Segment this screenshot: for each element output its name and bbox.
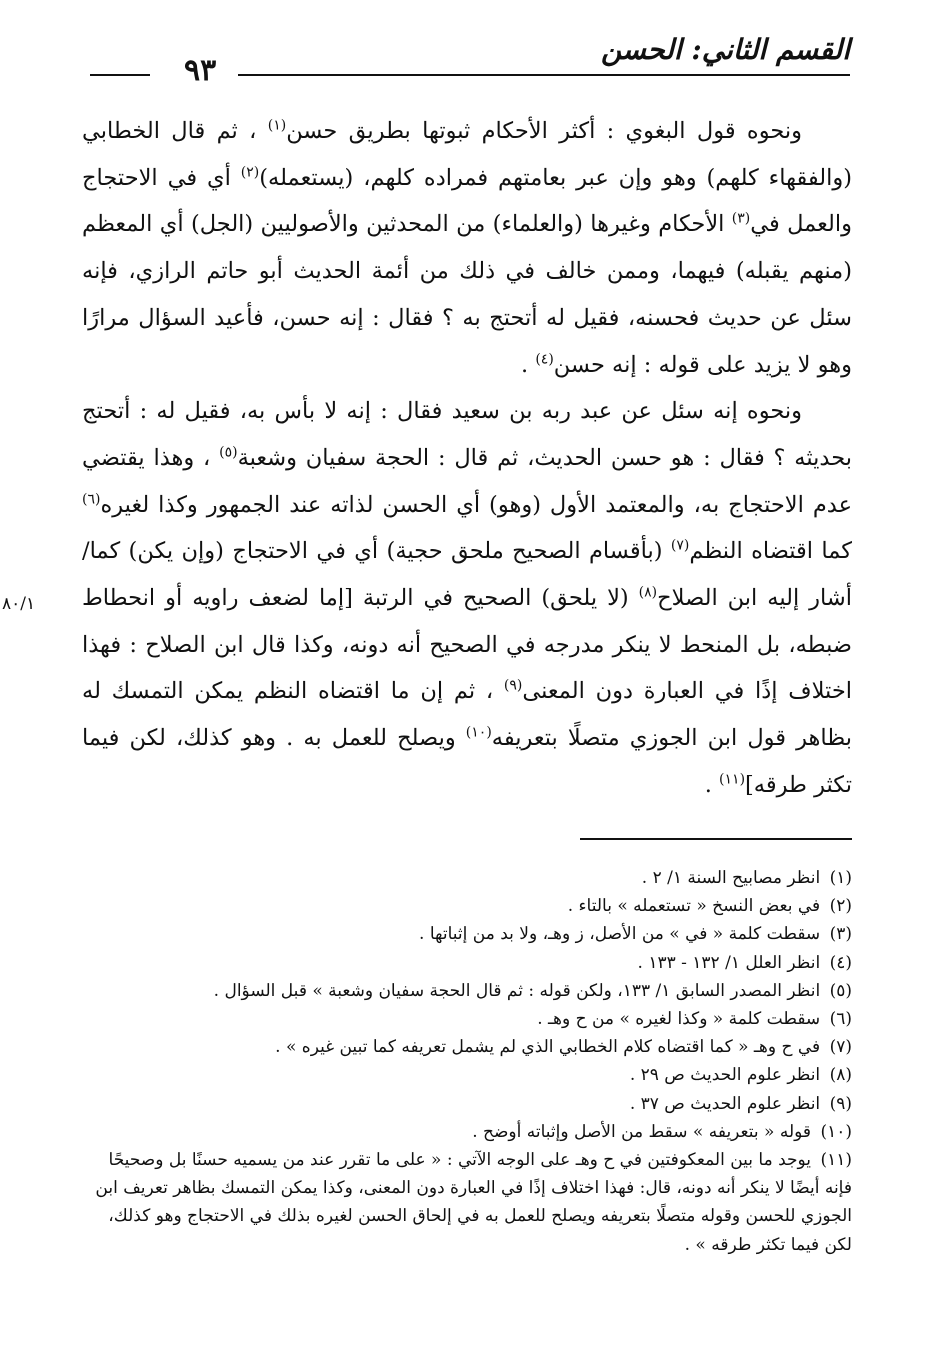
footnote-reference: (٩) [503, 677, 523, 694]
footnote-text: يوجد ما بين المعكوفتين في ح وهـ على الوجه الآتي : « على ما تقرر عند من يسميه حسنًا بل وصحيحًا فإنه أيضًا لا ينكر أنه دونه، قال: فهذا اختلاف إذًا في العبارة دون المعنى، وكذا يمكن التمسك بظاهر تعريف ابن الجوزي للحسن وقوله متصلًا بتعريفه ويصلح للعمل به في إلحاق الحسن لغيره بذلك في الاحتجاج وهو كذلك، لكن فيما تكثر طرقه » . [95, 1150, 852, 1255]
page-header [90, 30, 850, 88]
footnote-marker: (١٠) [820, 1121, 852, 1142]
text-segment: ويصلح للعمل به . وهو كذلك، لكن فيما تكثر طرقه] [82, 725, 852, 798]
footnotes-list [82, 864, 852, 1259]
text-segment: كما اقتضاه النظم [689, 538, 852, 565]
footnote-marker: (٦) [829, 1009, 852, 1030]
footnote [82, 1090, 852, 1118]
footnote-reference: (٢) [240, 164, 260, 181]
text-segment: . [704, 771, 720, 798]
footnote [82, 920, 852, 948]
footnote-marker: (٧) [829, 1037, 852, 1058]
page-number: ٩٣ [184, 53, 217, 88]
footnote-reference: (١١) [719, 771, 746, 788]
paragraph [82, 388, 852, 808]
footnote [82, 864, 852, 892]
footnote-text: قوله « بتعريفه » سقط من الأصل وإثباته أوضح . [472, 1121, 812, 1142]
footnote-text: انظر علوم الحديث ص ٢٩ . [629, 1065, 821, 1086]
footnote-reference: (١٠) [465, 724, 492, 741]
footnote-text: انظر العلل ١/ ١٣٢ - ١٣٣ . [637, 952, 821, 973]
footnote-text: في بعض النسخ « تستعمله » بالتاء . [567, 896, 821, 917]
footnote [82, 1118, 852, 1146]
footnote [82, 1061, 852, 1089]
text-segment: أي في الاحتجاج والعمل في [82, 164, 852, 238]
footnote-text: انظر المصدر السابق ١/ ١٣٣، ولكن قوله : ثم قال الحجة سفيان وشعبة » قبل السؤال . [213, 980, 821, 1001]
text-segment: (بأقسام الصحيح ملحق حجية) أي في الاحتجاج (وإن يكن) كما/ أشار إليه ابن الصلاح [82, 538, 853, 612]
footnote-marker: (١) [829, 868, 852, 888]
footnote-separator [580, 838, 852, 840]
footnote-text: انظر علوم الحديث ص ٣٧ . [629, 1093, 821, 1114]
footnote-marker: (٢) [829, 896, 852, 917]
footnote-text: في ح وهـ « كما اقتضاه كلام الخطابي الذي لم يشمل تعريفه كما تبين غيره » . [275, 1037, 821, 1058]
footnote [82, 1005, 852, 1033]
footnote-reference: (٥) [219, 444, 238, 461]
footnote [82, 892, 852, 920]
footnote-reference: (٧) [670, 537, 690, 554]
text-segment: . [521, 351, 536, 378]
text-segment: ونحوه قول البغوي : أكثر الأحكام ثبوتها بطريق حسن [286, 118, 802, 144]
footnote [82, 1033, 852, 1061]
footnote-reference: (٦) [82, 491, 101, 508]
footnote-marker: (٨) [829, 1065, 852, 1086]
footnote-marker: (٣) [829, 924, 852, 945]
footnote-marker: (٩) [829, 1093, 852, 1114]
footnote-reference: (٤) [535, 351, 554, 368]
footnote-marker: (٤) [829, 952, 852, 973]
text-segment: ، ثم قال الخطابي (والفقهاء كلهم) وهو وإن عبر بعامتهم فمراده كلهم، (يستعمله) [82, 118, 852, 191]
paragraph [82, 108, 852, 388]
footnote [82, 977, 852, 1005]
text-segment: ، وهذا يقتضي عدم الاحتجاج به، والمعتمد الأول (وهو) أي الحسن لذاته عند الجمهور وكذا لغيره [82, 444, 852, 518]
footnote-marker: (٥) [829, 980, 852, 1001]
header-rule-short [90, 74, 150, 76]
main-text [82, 108, 852, 809]
footnote-reference: (٣) [731, 210, 751, 227]
text-segment: ، ثم إن ما اقتضاه النظم يمكن التمسك له بظاهر قول ابن الجوزي متصلًا بتعريفه [82, 678, 852, 752]
footnote-text: سقطت كلمة « في » من الأصل، ز وهـ، ولا بد من إثباتها . [419, 924, 821, 945]
footnote-text: سقطت كلمة « وكذا لغيره » من ح وهـ . [537, 1009, 821, 1030]
footnote-reference: (٨) [638, 584, 658, 601]
footnote-reference: (١) [267, 117, 287, 134]
text-segment: (لا يلحق) الصحيح في الرتبة [إما لضعف راويه أو انحطاط ضبطه، بل المنحط لا ينكر مدرجه في الصحيح أنه دونه، وكذا قال ابن الصلاح : فهذا اختلاف إذًا في العبارة دون المعنى [82, 585, 852, 705]
footnote [82, 949, 852, 977]
footnote [82, 1146, 852, 1259]
text-segment: ونحوه إنه سئل عن عبد ربه بن سعيد فقال : إنه لا بأس به، فقيل له : أتحتج بحديثه ؟ فقال : هو حسن الحديث، ثم قال : الحجة سفيان وشعبة [82, 398, 852, 471]
margin-page-reference: ٨٠/١ [2, 594, 36, 614]
text-segment: الأحكام وغيرها (والعلماء) من المحدثين والأصوليين (الجل) أي المعظم (منهم يقبله) فيهما، وممن خالف في ذلك من أئمة الحديث أبو حاتم الرازي، فإنه سئل عن حديث فحسنه، فقيل له أتحتج به ؟ فقال : إنه حسن، فأعيد السؤال مرارًا وهو لا يزيد على قوله : إنه حسن [82, 211, 852, 378]
footnote-marker: (١١) [820, 1150, 852, 1171]
footnote-text: انظر مصابيح السنة ١/ ٢ . [641, 868, 821, 888]
running-title: القسم الثاني: الحسن [600, 33, 850, 66]
header-rule [238, 74, 850, 76]
